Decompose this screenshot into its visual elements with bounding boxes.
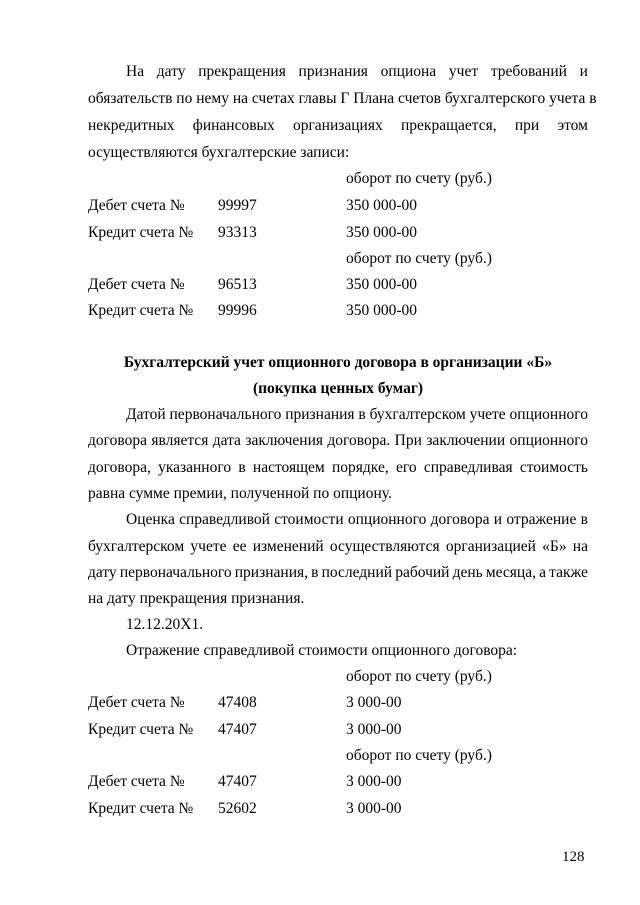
word: месяца, xyxy=(485,564,536,581)
debit-label: Дебет счета № xyxy=(88,773,185,790)
amount: 350 000-00 xyxy=(346,276,418,293)
word: опциона xyxy=(380,63,437,80)
turnover-header: оборот по счету (руб.) xyxy=(346,250,492,267)
para2-line3 xyxy=(88,459,588,477)
word: дату xyxy=(156,63,186,80)
para1-line3 xyxy=(88,117,588,135)
word: прекращается, xyxy=(400,117,497,134)
amount: 3 000-00 xyxy=(346,800,402,817)
credit-label: Кредит счета № xyxy=(88,800,194,817)
word: отражение xyxy=(506,511,577,528)
word: его xyxy=(395,459,417,476)
word: учет xyxy=(448,63,479,80)
word: бухгалтерском xyxy=(369,406,466,423)
amount: 350 000-00 xyxy=(346,302,418,319)
word: опционного xyxy=(509,432,588,449)
amount: 3 000-00 xyxy=(346,721,402,738)
amount: 350 000-00 xyxy=(346,224,418,241)
word: договора xyxy=(88,432,147,449)
word: договора. xyxy=(327,432,391,449)
word: «Б» xyxy=(542,538,567,555)
amount: 350 000-00 xyxy=(346,197,418,214)
word: рабочий xyxy=(395,564,450,581)
word: При xyxy=(394,432,422,449)
word: этом xyxy=(557,117,588,134)
word: в xyxy=(238,459,246,476)
word: порядке, xyxy=(332,459,389,476)
word: осуществляются xyxy=(329,538,440,555)
word: опционного xyxy=(347,511,427,528)
word: признания xyxy=(298,63,368,80)
para1-line2: обязательств по нему на счетах главы Г Плана счетов бухгалтерского учета в xyxy=(88,90,597,107)
word: первоначального xyxy=(119,564,232,581)
word: и xyxy=(579,63,588,80)
para3-line2 xyxy=(88,538,588,556)
word: договора, xyxy=(88,459,151,476)
word: организациях xyxy=(292,117,383,134)
turnover-header: оборот по счету (руб.) xyxy=(346,668,492,685)
turnover-header: оборот по счету (руб.) xyxy=(346,747,492,764)
para3-line3 xyxy=(88,564,588,582)
word: а xyxy=(539,564,546,581)
para2-line2 xyxy=(88,432,588,450)
section-subheading: (покупка ценных бумаг) xyxy=(252,380,424,397)
credit-label: Кредит счета № xyxy=(88,302,194,319)
word: бухгалтерском xyxy=(88,538,185,555)
word: настоящем xyxy=(252,459,325,476)
word: финансовых xyxy=(192,117,275,134)
date-line: 12.12.20X1. xyxy=(126,616,204,633)
account-number: 47408 xyxy=(218,694,257,711)
page-number: 128 xyxy=(562,849,585,865)
word: требований xyxy=(490,63,567,80)
credit-label: Кредит счета № xyxy=(88,721,194,738)
word: учете xyxy=(190,538,227,555)
word: некредитных xyxy=(88,117,175,134)
word: в xyxy=(311,564,319,581)
word: при xyxy=(514,117,540,134)
amount: 3 000-00 xyxy=(346,773,402,790)
account-number: 96513 xyxy=(218,276,257,293)
word: стоимость xyxy=(519,459,588,476)
word: первоначального xyxy=(169,406,282,423)
word: признания xyxy=(285,406,355,423)
para3-line1 xyxy=(126,511,588,529)
para2-line1 xyxy=(126,406,588,424)
word: дата xyxy=(212,432,241,449)
para1-line4: осуществляются бухгалтерские записи: xyxy=(88,144,350,161)
word: дату xyxy=(88,564,117,581)
account-number: 47407 xyxy=(218,773,257,790)
word: является xyxy=(151,432,209,449)
word: опционного xyxy=(509,406,588,423)
word: справедливая xyxy=(423,459,513,476)
para3-line4: на дату прекращения признания. xyxy=(88,590,305,607)
word: в xyxy=(580,511,588,528)
amount: 3 000-00 xyxy=(346,694,402,711)
word: На xyxy=(126,63,145,80)
word: прекращения xyxy=(198,63,286,80)
account-number: 93313 xyxy=(218,224,257,241)
credit-label: Кредит счета № xyxy=(88,224,194,241)
word: последний xyxy=(321,564,393,581)
word: день xyxy=(452,564,483,581)
reflection-line: Отражение справедливой стоимости опционного договора: xyxy=(126,642,518,659)
word: на xyxy=(572,538,588,555)
account-number: 52602 xyxy=(218,800,257,817)
word: стоимости xyxy=(274,511,344,528)
word: договора xyxy=(430,511,490,528)
word: и xyxy=(493,511,503,528)
debit-label: Дебет счета № xyxy=(88,276,185,293)
section-heading: Бухгалтерский учет опционного договора в организации «Б» xyxy=(123,354,553,371)
word: также xyxy=(549,564,588,581)
word: заключения xyxy=(245,432,324,449)
para1-line1 xyxy=(126,63,588,81)
account-number: 99996 xyxy=(218,302,257,319)
para2-line4: равна сумме премии, полученной по опциону. xyxy=(88,485,392,502)
word: организацией xyxy=(445,538,536,555)
word: Оценка xyxy=(126,511,175,528)
account-number: 47407 xyxy=(218,721,257,738)
word: заключении xyxy=(426,432,506,449)
word: признания, xyxy=(234,564,308,581)
word: указанного xyxy=(158,459,232,476)
debit-label: Дебет счета № xyxy=(88,197,185,214)
account-number: 99997 xyxy=(218,197,257,214)
word: в xyxy=(358,406,366,423)
word: Датой xyxy=(126,406,166,423)
word: справедливой xyxy=(179,511,270,528)
turnover-header: оборот по счету (руб.) xyxy=(346,170,492,187)
debit-label: Дебет счета № xyxy=(88,694,185,711)
word: ее xyxy=(232,538,247,555)
word: изменений xyxy=(252,538,324,555)
word: учете xyxy=(469,406,506,423)
